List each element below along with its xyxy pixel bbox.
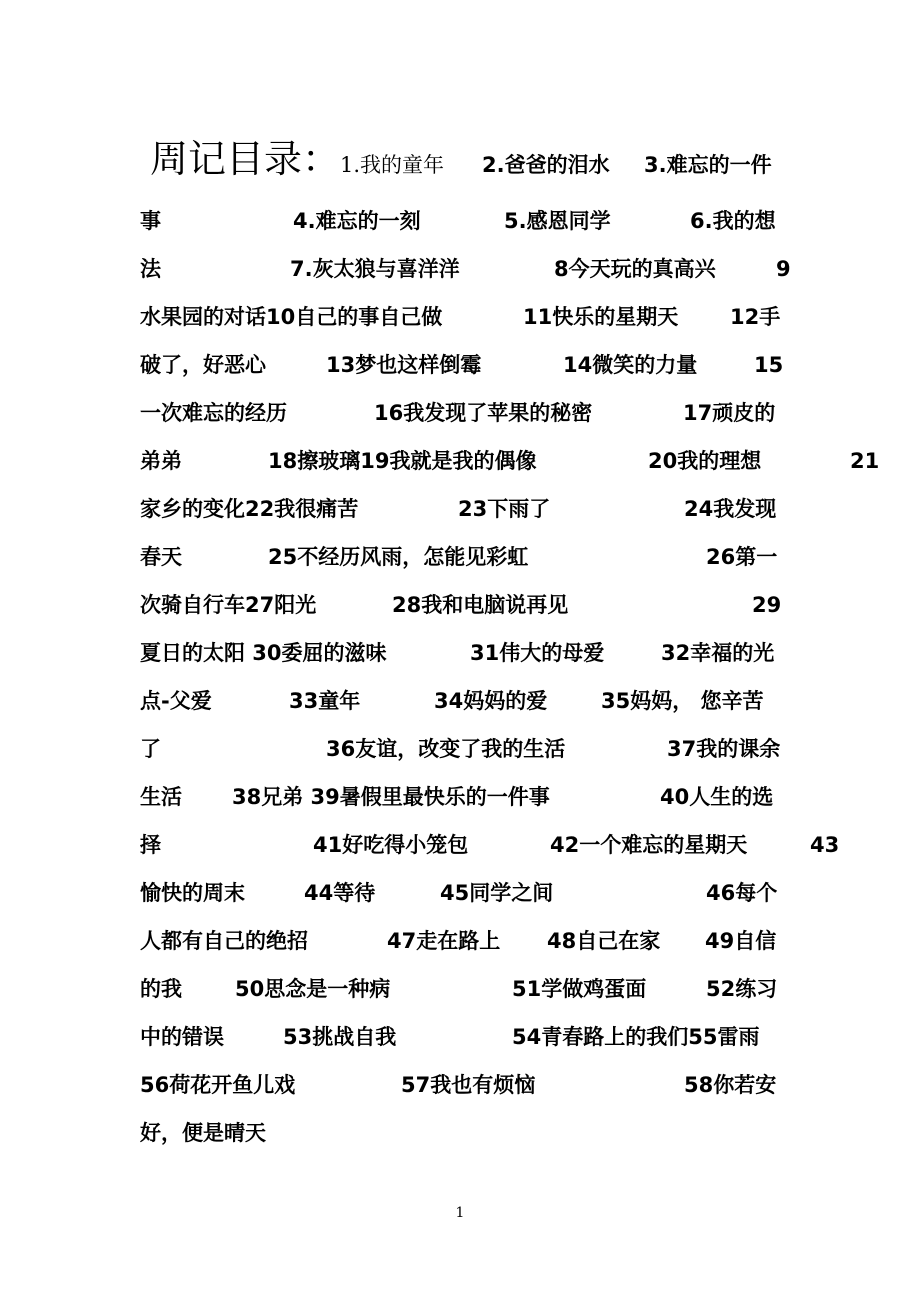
toc-segment: 41好吃得小笼包	[313, 833, 469, 857]
toc-segment: 54青春路上的我们55雷雨	[512, 1025, 760, 1049]
toc-line	[0, 681, 920, 721]
toc-segment: 23下雨了	[458, 497, 551, 521]
toc-segment: 择	[140, 833, 161, 857]
page-title: 周记目录：	[150, 137, 341, 181]
toc-line	[0, 585, 920, 625]
toc-segment: 28我和电脑说再见	[392, 593, 569, 617]
toc-segment: 51学做鸡蛋面	[512, 977, 647, 1001]
toc-segment: 14微笑的力量	[563, 353, 698, 377]
toc-line	[0, 393, 920, 433]
toc-segment: 愉快的周末	[140, 881, 245, 905]
toc-segment: 32幸福的光	[661, 641, 775, 665]
toc-segment: 18擦玻璃19我就是我的偶像	[268, 449, 537, 473]
toc-segment: 5.感恩同学	[504, 209, 611, 233]
toc-segment: 42一个难忘的星期天	[550, 833, 748, 857]
toc-segment: 11快乐的星期天	[523, 305, 679, 329]
toc-segment: 52练习	[706, 977, 778, 1001]
toc-segment: 46每个	[706, 881, 778, 905]
toc-segment: 50思念是一种病	[235, 977, 391, 1001]
toc-segment: 16我发现了苹果的秘密	[374, 401, 593, 425]
toc-segment: 49自信	[705, 929, 777, 953]
toc-segment: 20我的理想	[648, 449, 762, 473]
toc-segment: 一次难忘的经历	[140, 401, 287, 425]
toc-line	[0, 873, 920, 913]
toc-segment: 破了，好恶心	[140, 353, 266, 377]
toc-segment: 58你若安	[684, 1073, 777, 1097]
toc-segment: 中的错误	[140, 1025, 224, 1049]
toc-segment: 9	[776, 257, 791, 281]
toc-line	[0, 297, 920, 337]
toc-segment: 45同学之间	[440, 881, 554, 905]
toc-segment: 34妈妈的爱	[434, 689, 548, 713]
toc-segment: 6.我的想	[690, 209, 776, 233]
toc-segment: 33童年	[289, 689, 361, 713]
toc-segment: 7.灰太狼与喜洋洋	[290, 257, 460, 281]
toc-segment: 好，便是晴天	[140, 1121, 266, 1145]
toc-segment: 的我	[140, 977, 182, 1001]
toc-line	[0, 633, 920, 673]
toc-segment: 法	[140, 257, 161, 281]
toc-segment: 3.难忘的一件	[644, 153, 772, 177]
toc-line	[0, 1113, 920, 1153]
toc-segment: 29	[752, 593, 782, 617]
toc-segment: 家乡的变化22我很痛苦	[140, 497, 359, 521]
toc-line	[0, 249, 920, 289]
toc-segment: 26第一	[706, 545, 778, 569]
toc-segment: 点-父爱	[140, 689, 212, 713]
toc-segment: 40人生的选	[660, 785, 774, 809]
toc-segment: 21	[850, 449, 880, 473]
page-number: 1	[455, 1205, 465, 1221]
toc-segment: 8今天玩的真高兴	[554, 257, 716, 281]
toc-segment: 15	[754, 353, 784, 377]
toc-segment: 31伟大的母爱	[470, 641, 605, 665]
toc-line	[0, 1065, 920, 1105]
toc-line	[0, 729, 920, 769]
toc-line	[0, 1017, 920, 1057]
toc-first-item: 1.我的童年	[340, 153, 445, 177]
toc-segment: 12手	[730, 305, 781, 329]
toc-segment: 春天	[140, 545, 182, 569]
toc-segment: 25不经历风雨，怎能见彩虹	[268, 545, 529, 569]
toc-segment: 56荷花开鱼儿戏	[140, 1073, 296, 1097]
toc-segment: 生活	[140, 785, 182, 809]
toc-segment: 水果园的对话10自己的事自己做	[140, 305, 443, 329]
toc-segment: 47走在路上	[387, 929, 501, 953]
toc-line	[0, 777, 920, 817]
toc-line	[0, 201, 920, 241]
toc-segment: 35妈妈， 您辛苦	[601, 689, 764, 713]
toc-line	[0, 345, 920, 385]
toc-segment: 53挑战自我	[283, 1025, 397, 1049]
toc-segment: 37我的课余	[667, 737, 781, 761]
toc-line	[0, 825, 920, 865]
toc-line	[0, 921, 920, 961]
toc-segment: 2.爸爸的泪水	[482, 153, 610, 177]
toc-line	[0, 441, 920, 481]
toc-segment: 38兄弟 39暑假里最快乐的一件事	[232, 785, 550, 809]
toc-segment: 夏日的太阳 30委屈的滋味	[140, 641, 387, 665]
toc-line	[0, 489, 920, 529]
toc-segment: 44等待	[304, 881, 376, 905]
toc-segment: 57我也有烦恼	[401, 1073, 536, 1097]
toc-segment: 次骑自行车27阳光	[140, 593, 317, 617]
toc-segment: 36友谊，改变了我的生活	[326, 737, 566, 761]
toc-segment: 人都有自己的绝招	[140, 929, 308, 953]
toc-segment: 事	[140, 209, 161, 233]
toc-line	[0, 145, 920, 185]
toc-segment: 了	[140, 737, 161, 761]
toc-segment: 24我发现	[684, 497, 777, 521]
toc-segment: 48自己在家	[547, 929, 661, 953]
toc-segment: 13梦也这样倒霉	[326, 353, 482, 377]
toc-segment: 43	[810, 833, 840, 857]
toc-segment: 4.难忘的一刻	[293, 209, 421, 233]
toc-segment: 弟弟	[140, 449, 182, 473]
toc-segment: 17顽皮的	[683, 401, 776, 425]
toc-line	[0, 537, 920, 577]
toc-line	[0, 969, 920, 1009]
